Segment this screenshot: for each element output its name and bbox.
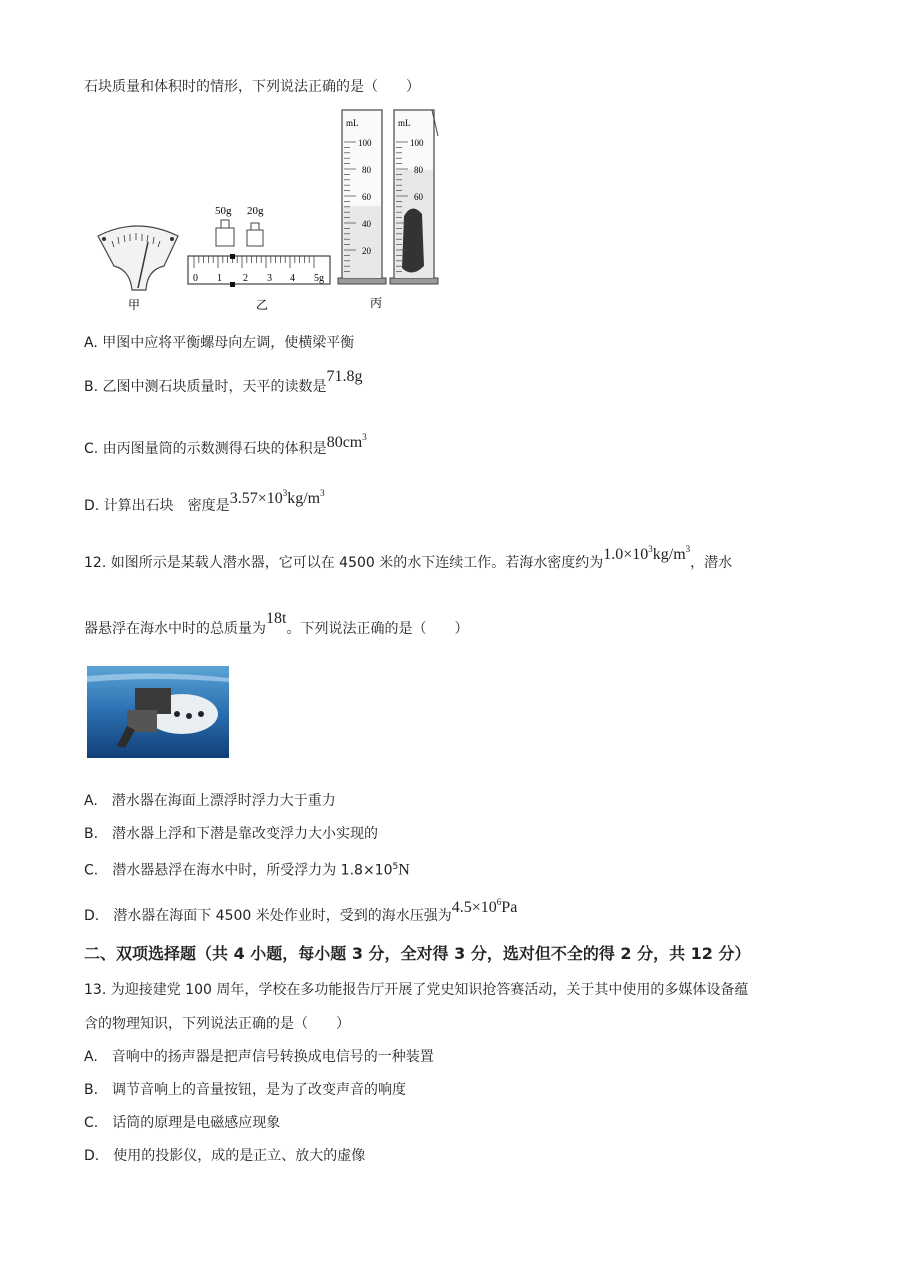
weight-50g-label: 50g: [215, 205, 232, 217]
q12-stem-line1: 12. 如图所示是某载人潜水器，它可以在 4500 米的水下连续工作。若海水密度约为$1.0\times 10^3kg/m^3$，潜水: [84, 544, 733, 571]
svg-text:60: 60: [414, 192, 423, 202]
svg-text:60: 60: [362, 192, 371, 202]
q13-option-c: C. 话筒的原理是电磁感应现象: [84, 1115, 281, 1131]
fig-label-yi: 乙: [256, 298, 269, 312]
rider-scale-figure: [188, 254, 330, 287]
fig-label-jia: 甲: [128, 298, 141, 312]
svg-text:40: 40: [362, 219, 371, 229]
q11-option-a: A. 甲图中应将平衡螺母向左调，使横梁平衡: [84, 335, 355, 351]
svg-text:100: 100: [358, 138, 372, 148]
fig-label-bing: 丙: [370, 296, 383, 310]
submersible-photo: [87, 666, 229, 758]
weight-20g-label: 20g: [247, 205, 264, 217]
scale-tick-0: 0: [193, 273, 198, 284]
q12-option-b: B. 潜水器上浮和下潜是靠改变浮力大小实现的: [84, 826, 379, 842]
scale-tick-1: 1: [217, 273, 222, 284]
scale-tick-4: 4: [290, 273, 295, 284]
cylinder-after-figure: [390, 110, 438, 284]
q13-option-d: D. 使用的投影仪，成的是正立、放大的虚像: [84, 1148, 366, 1164]
q11-stem: 石块质量和体积时的情形，下列说法正确的是（ ）: [84, 79, 420, 95]
q13-stem-line1: 13. 为迎接建党 100 周年，学校在多功能报告厅开展了党史知识抢答赛活动，关于其中使用的多媒体设备蕴: [84, 982, 749, 998]
balance-dial-figure: [98, 226, 178, 290]
svg-text:mL: mL: [398, 118, 411, 128]
section-heading: 二、双项选择题（共 4 小题，每小题 3 分，全对得 3 分，选对但不全的得 2 分，共 12 分）: [84, 944, 751, 963]
scale-tick-2: 2: [243, 273, 248, 284]
q13-option-a: A. 音响中的扬声器是把声信号转换成电信号的一种装置: [84, 1049, 434, 1065]
q11-option-d: D. 计算出石块 密度是$3.57\times 10^3kg/m^3$: [84, 488, 325, 514]
q11-figure: [92, 106, 452, 316]
scale-tick-5: 5g: [314, 273, 324, 284]
q12-option-a: A. 潜水器在海面上漂浮时浮力大于重力: [84, 793, 336, 809]
q12-stem-line2: 器悬浮在海水中时的总质量为18t。下列说法正确的是（ ）: [84, 610, 469, 637]
cylinder-before-figure: [338, 110, 386, 284]
svg-text:80: 80: [362, 165, 371, 175]
svg-text:20: 20: [362, 246, 371, 256]
q11-option-c: C. 由丙图量筒的示数测得石块的体积是$80cm^3$: [84, 432, 367, 457]
scale-tick-3: 3: [267, 273, 272, 284]
q11-option-b: B. 乙图中测石块质量时，天平的读数是71.8g: [84, 368, 363, 395]
svg-text:80: 80: [414, 165, 423, 175]
cylinder-unit: mL: [346, 118, 359, 128]
q13-stem-line2: 含的物理知识，下列说法正确的是（ ）: [84, 1016, 350, 1032]
q12-option-d: D. 潜水器在海面下 4500 米处作业时，受到的海水压强为$4.5\times 10^6Pa$: [84, 897, 518, 924]
q13-option-b: B. 调节音响上的音量按钮，是为了改变声音的响度: [84, 1082, 407, 1098]
weights-figure: [215, 205, 264, 246]
q12-option-c: C. 潜水器悬浮在海水中时，所受浮力为 $1.8\times 10^5N$: [84, 861, 410, 879]
svg-text:100: 100: [410, 138, 424, 148]
